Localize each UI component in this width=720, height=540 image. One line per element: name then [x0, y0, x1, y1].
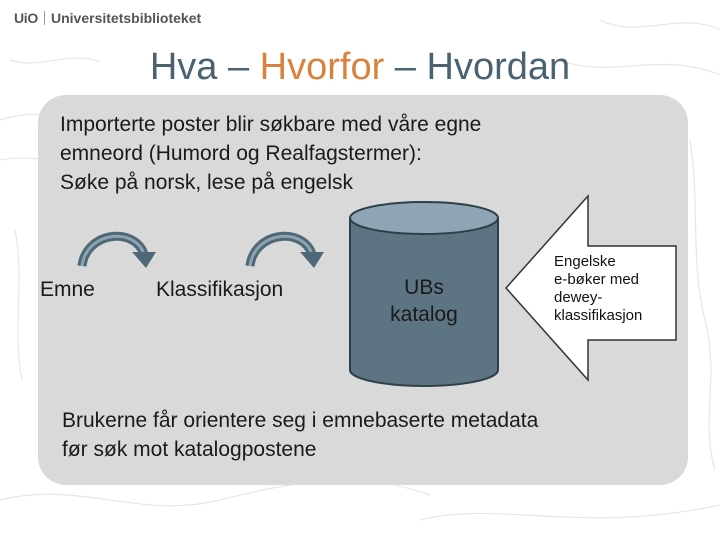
- label-emne: Emne: [40, 278, 95, 301]
- label-klassifikasjon: Klassifikasjon: [156, 278, 284, 301]
- outro-line: før søk mot katalogpostene: [62, 438, 317, 461]
- logo-divider: [44, 11, 45, 25]
- callout-line: klassifikasjon: [554, 307, 643, 324]
- database-label-line: katalog: [390, 303, 458, 326]
- curved-arrow-icon: [244, 222, 328, 270]
- intro-line: Søke på norsk, lese på engelsk: [60, 171, 353, 194]
- logo-uio-text: UiO: [14, 10, 38, 26]
- database-label: [350, 274, 498, 328]
- callout-line: Engelske: [554, 253, 616, 270]
- callout-text: [554, 253, 674, 325]
- uio-logo[interactable]: [14, 8, 201, 28]
- title-part-what: Hva –: [149, 46, 260, 88]
- title-part-why: Hvorfor: [259, 46, 385, 88]
- outro-text: [62, 406, 662, 464]
- curved-arrow-icon: [76, 222, 160, 270]
- title-part-how: – Hvordan: [384, 46, 571, 88]
- outro-line: Brukerne får orientere seg i emnebaserte metadata: [62, 409, 539, 432]
- intro-line: emneord (Humord og Realfagstermer):: [60, 142, 422, 165]
- database-label-line: UBs: [404, 276, 444, 299]
- intro-line: Importerte poster blir søkbare med våre egne: [60, 113, 482, 136]
- callout-line: e-bøker med: [554, 271, 640, 288]
- slide-title: [0, 44, 720, 90]
- callout-line: dewey-: [554, 289, 603, 306]
- logo-library-name: Universitetsbiblioteket: [51, 10, 202, 26]
- intro-text: [60, 110, 620, 197]
